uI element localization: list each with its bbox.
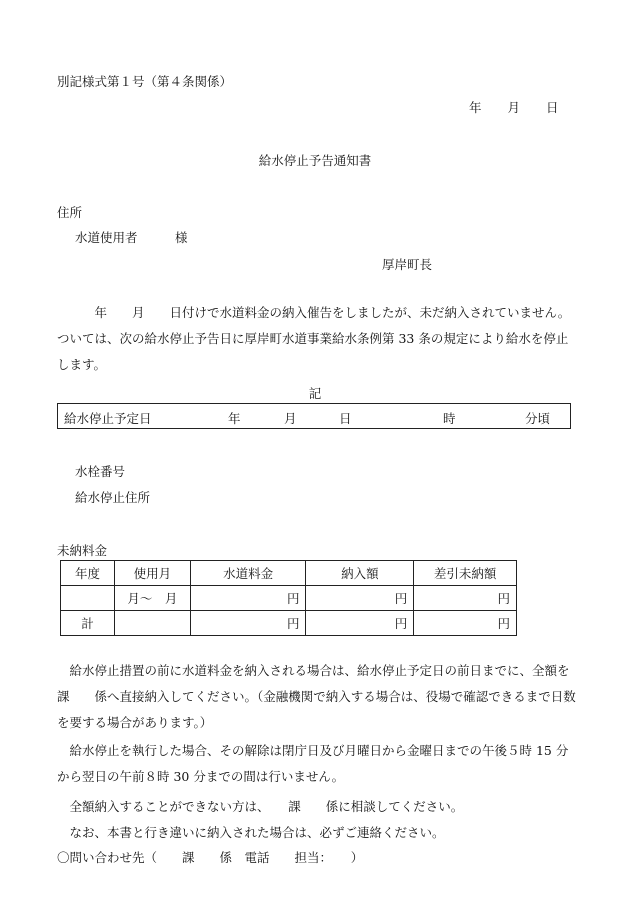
header-outstanding: 差引未納額 bbox=[414, 561, 517, 586]
cell-total-outstanding: 円 bbox=[414, 611, 517, 636]
form-reference: 別記様式第１号（第４条関係） bbox=[57, 74, 233, 89]
schedule-hour: 時 bbox=[443, 411, 456, 426]
cell-total-water-fee: 円 bbox=[190, 611, 306, 636]
notice-text: 年 月 日付けで水道料金の納入催告をしましたが、未だ納入されていません。ついては、次の給水停止予告日に厚岸町水道事業給水条例第 33 条の規定により給水を停止します。 bbox=[57, 305, 571, 372]
ki-heading: 記 bbox=[308, 386, 322, 401]
cell-fiscal-year bbox=[61, 586, 115, 611]
header-fiscal-year: 年度 bbox=[61, 561, 115, 586]
cell-total-month bbox=[114, 611, 190, 636]
schedule-minute: 分頃 bbox=[525, 411, 551, 426]
table-header-row bbox=[61, 561, 517, 586]
date-year: 年 bbox=[469, 100, 482, 115]
stop-schedule-box bbox=[57, 403, 571, 429]
schedule-year: 年 bbox=[228, 411, 241, 426]
unpaid-fees-table bbox=[60, 560, 517, 636]
cell-outstanding: 円 bbox=[414, 586, 517, 611]
address-label: 住所 bbox=[57, 205, 83, 220]
cell-total-paid: 円 bbox=[306, 611, 414, 636]
schedule-label: 給水停止予定日 bbox=[64, 411, 152, 426]
date-day: 日 bbox=[546, 100, 559, 115]
payment-instruction: 給水停止措置の前に水道料金を納入される場合は、給水停止予定日の前日までに、全額を 課 係へ直接納入してください。（金融機関で納入する場合は、役場で確認できるまで日数を要する場合があります。） bbox=[57, 663, 595, 730]
cell-paid-amount: 円 bbox=[306, 586, 414, 611]
document-title: 給水停止予告通知書 bbox=[258, 153, 372, 168]
table-total-row bbox=[61, 611, 517, 636]
crossed-payment-note: なお、本書と行き違いに納入された場合は、必ずご連絡ください。 bbox=[57, 825, 445, 840]
issue-date bbox=[469, 98, 581, 116]
contact-info: 〇問い合わせ先（ 課 係 電話 担当： ） bbox=[57, 850, 364, 865]
schedule-month: 月 bbox=[284, 411, 297, 426]
consultation-note: 全額納入することができない方は、 課 係に相談してください。 bbox=[57, 799, 464, 814]
unpaid-fees-label: 未納料金 bbox=[57, 543, 108, 558]
header-paid-amount: 納入額 bbox=[306, 561, 414, 586]
water-user-label: 水道使用者 様 bbox=[75, 230, 188, 245]
cell-total-label: 計 bbox=[61, 611, 115, 636]
stop-address-label: 給水停止住所 bbox=[75, 490, 151, 505]
release-conditions: 給水停止を執行した場合、その解除は閉庁日及び月曜日から金曜日までの午後５時 15 分から翌日の午前８時 30 分までの間は行いません。 bbox=[57, 743, 569, 784]
header-usage-month: 使用月 bbox=[114, 561, 190, 586]
schedule-day: 日 bbox=[339, 411, 352, 426]
cell-water-fee: 円 bbox=[190, 586, 306, 611]
date-month: 月 bbox=[507, 100, 521, 115]
cell-usage-month: 月～ 月 bbox=[114, 586, 190, 611]
sender-name: 厚岸町長 bbox=[382, 257, 433, 272]
table-row bbox=[61, 586, 517, 611]
header-water-fee: 水道料金 bbox=[190, 561, 306, 586]
tap-number-label: 水栓番号 bbox=[75, 464, 126, 479]
